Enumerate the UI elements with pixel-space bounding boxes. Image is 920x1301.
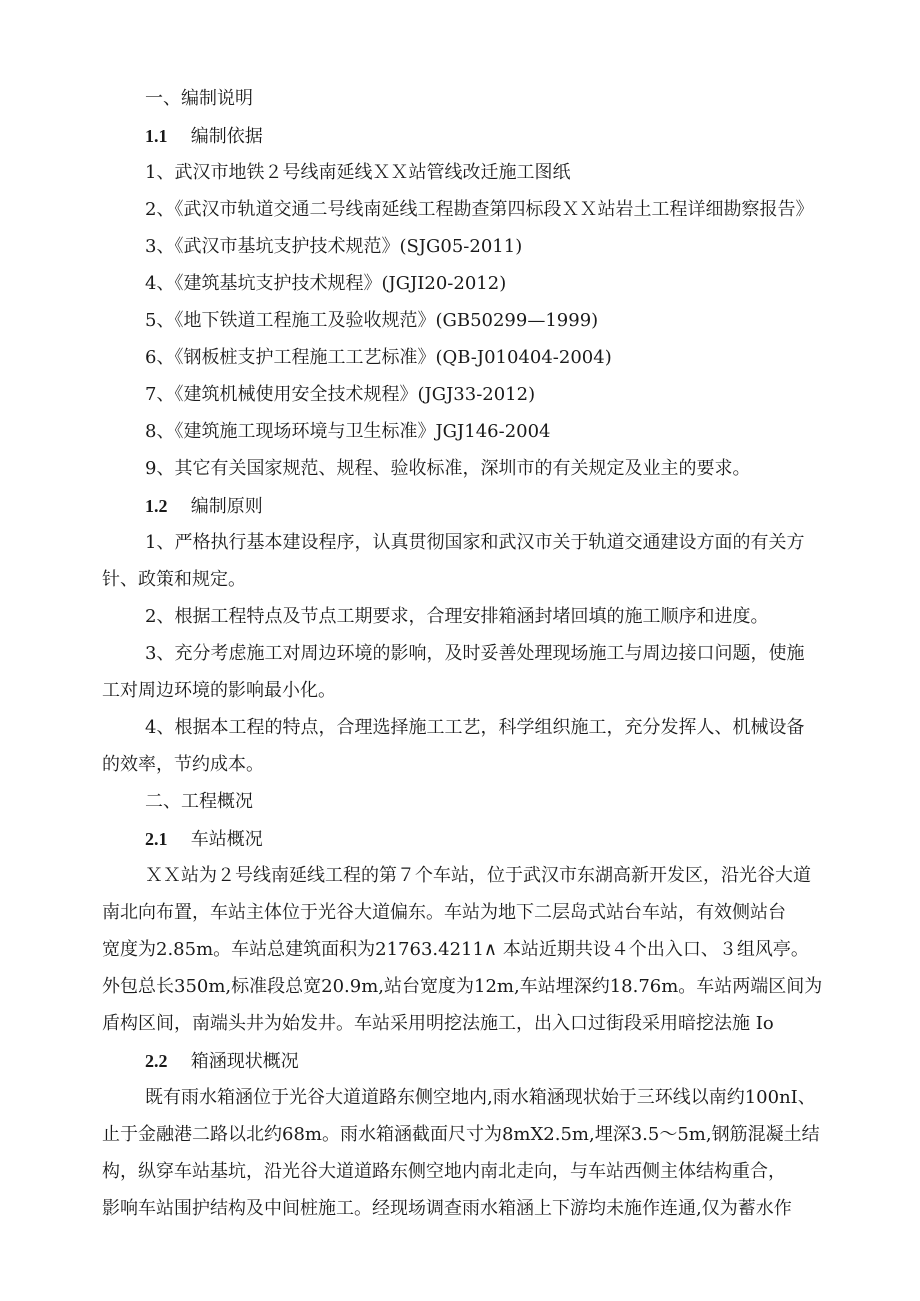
principle-paragraph-cont: 工对周边环境的影响最小化。 <box>102 680 336 701</box>
station-overview-line: 外包总长350m,标准段总宽20.9m,站台宽度为12m,车站埋深约18.76m。车站两端区间为 <box>102 976 823 997</box>
culvert-status-line: 既有雨水箱涵位于光谷大道道路东侧空地内,雨水箱涵现状始于三环线以南约100nI、 <box>145 1087 816 1108</box>
reference-item: 4、《建筑基坑支护技术规程》(JGJI20-2012) <box>145 273 507 294</box>
principle-paragraph: 3、充分考虑施工对周边环境的影响，及时妥善处理现场施工与周边接口问题，使施 <box>145 643 805 664</box>
reference-item: 9、其它有关国家规范、规程、验收标准，深圳市的有关规定及业主的要求。 <box>145 458 751 479</box>
reference-item: 8、《建筑施工现场环境与卫生标准》JGJ146-2004 <box>145 421 551 442</box>
reference-item: 2、《武汉市轨道交通二号线南延线工程勘查第四标段ＸＸ站岩土工程详细勘察报告》 <box>145 199 814 220</box>
culvert-status-line: 构，纵穿车站基坑，沿光谷大道道路东侧空地内南北走向，与车站西侧主体结构重合， <box>102 1161 786 1182</box>
section-heading-2: 二、工程概况 <box>145 791 253 812</box>
subsection-number: 2.2 <box>145 1051 168 1071</box>
reference-item: 1、武汉市地铁２号线南延线ＸＸ站管线改迁施工图纸 <box>145 162 571 183</box>
culvert-status-line: 止于金融港二路以北约68m。雨水箱涵截面尺寸为8mX2.5m,埋深3.5～5m,钢筋混凝土结 <box>102 1124 820 1145</box>
station-overview-line: 宽度为2.85m。车站总建筑面积为21763.4211∧ 本站近期共设４个出入口、３组风亭。 <box>102 939 809 960</box>
principle-paragraph-cont: 的效率，节约成本。 <box>102 754 264 775</box>
subsection-2-2 <box>145 1050 299 1073</box>
subsection-number: 1.2 <box>145 496 168 516</box>
reference-item: 5、《地下铁道工程施工及验收规范》(GB50299—1999) <box>145 310 599 331</box>
reference-item: 7、《建筑机械使用安全技术规程》(JGJ33-2012) <box>145 384 536 405</box>
station-overview-line: ＸＸ站为２号线南延线工程的第７个车站，位于武汉市东湖高新开发区，沿光谷大道 <box>145 865 811 886</box>
subsection-1-2 <box>145 495 263 518</box>
principle-paragraph: 4、根据本工程的特点，合理选择施工工艺，科学组织施工，充分发挥人、机械设备 <box>145 717 805 738</box>
section-heading-1: 一、编制说明 <box>145 88 253 109</box>
principle-paragraph-cont: 针、政策和规定。 <box>102 569 246 590</box>
principle-paragraph: 2、根据工程特点及节点工期要求，合理安排箱涵封堵回填的施工顺序和进度。 <box>145 606 769 627</box>
subsection-title: 编制原则 <box>190 496 263 517</box>
reference-item: 3、《武汉市基坑支护技术规范》(SJG05-2011) <box>145 236 523 257</box>
subsection-title: 箱涵现状概况 <box>190 1051 299 1072</box>
station-overview-line: 南北向布置，车站主体位于光谷大道偏东。车站为地下二层岛式站台车站，有效侧站台 <box>102 902 786 923</box>
subsection-2-1 <box>145 828 263 851</box>
station-overview-line: 盾构区间，南端头井为始发井。车站采用明挖法施工，出入口过街段采用暗挖法施 Io <box>102 1013 774 1034</box>
subsection-number: 2.1 <box>145 829 168 849</box>
subsection-number: 1.1 <box>145 126 168 146</box>
principle-paragraph: 1、严格执行基本建设程序，认真贯彻国家和武汉市关于轨道交通建设方面的有关方 <box>145 532 805 553</box>
subsection-title: 编制依据 <box>190 126 263 147</box>
reference-item: 6、《钢板桩支护工程施工工艺标准》(QB-J010404-2004) <box>145 347 612 368</box>
subsection-1-1 <box>145 125 263 148</box>
culvert-status-line: 影响车站围护结构及中间桩施工。经现场调查雨水箱涵上下游均未施作连通,仅为蓄水作 <box>102 1198 792 1219</box>
subsection-title: 车站概况 <box>190 829 263 850</box>
